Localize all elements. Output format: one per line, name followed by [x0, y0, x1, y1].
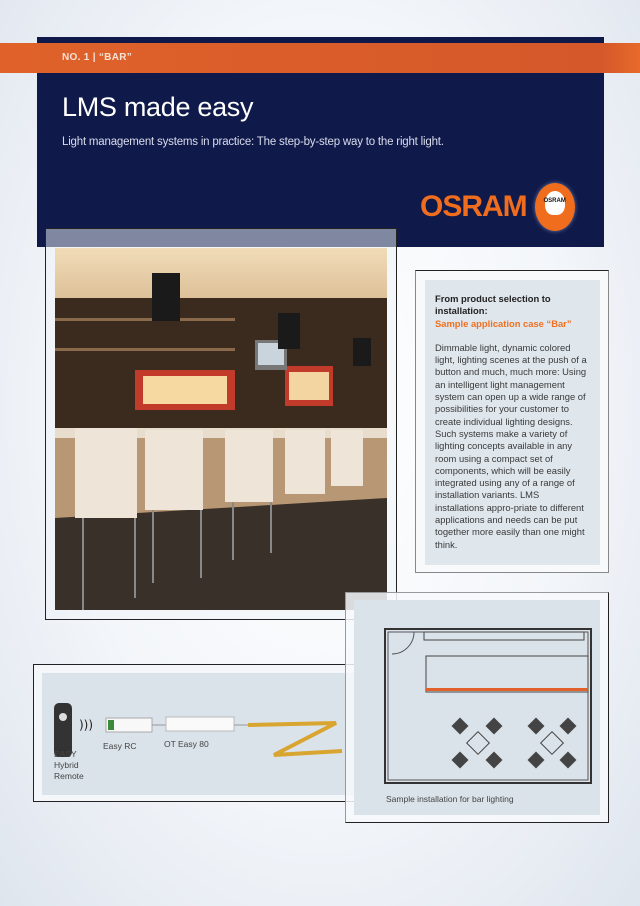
osram-logo [420, 183, 575, 231]
intro-body: Dimmable light, dynamic colored light, lighting scenes at the push of a button and much, much more: Using an intelligent light management system can open up a wide range of possibilities for your customer to create individual lighting designs. Such systems make a variety of lighting concepts available in any room using a compact set of components, which will be easily integrated using any of a range of installation variants. LMS installations appro-priate to different applications and needs can be put together more easily than one might think. [435, 341, 587, 550]
page-subtitle: Light management systems in practice: The step-by-step way to the right light. [62, 136, 444, 148]
remote-label: EASY Hybrid Remote [54, 749, 84, 781]
bulb-logo-icon [535, 183, 575, 231]
floor-plan-drawing [384, 628, 592, 784]
intro-highlight: Sample application case “Bar” [435, 317, 572, 329]
issue-label: NO. 1 | “BAR” [62, 52, 133, 63]
plan-caption: Sample installation for bar lighting [386, 794, 514, 804]
intro-panel [425, 280, 600, 565]
led-strip [248, 723, 342, 755]
ot-easy-80-device [166, 717, 234, 731]
easy-rc-label: Easy RC [103, 741, 137, 751]
bar-photo [55, 248, 387, 610]
door-icon [392, 632, 414, 654]
light-line [426, 688, 588, 691]
wireless-signal-icon: ))) [79, 718, 94, 732]
ot-easy-label: OT Easy 80 [164, 739, 209, 749]
components-panel [42, 673, 364, 795]
bulb-logo-text: OSRAM [543, 198, 566, 204]
intro-heading: From product selection to installation: [435, 293, 551, 317]
page-title: LMS made easy [62, 92, 254, 122]
logo-wordmark: OSRAM [420, 190, 527, 223]
components-diagram [42, 673, 364, 795]
